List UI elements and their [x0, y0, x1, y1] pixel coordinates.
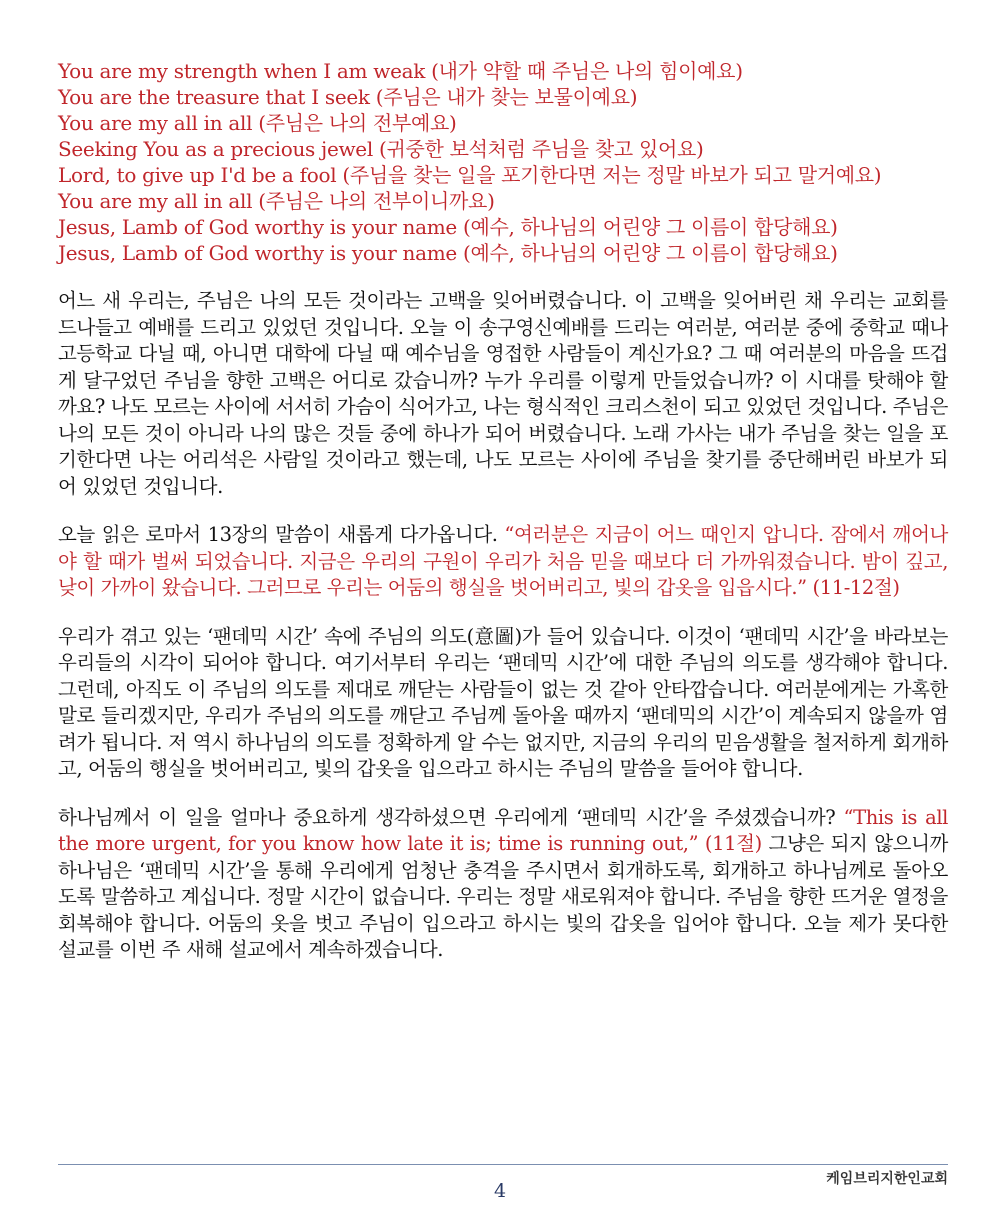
- paragraph-2-intro: 오늘 읽은 로마서 13장의 말씀이 새롭게 다가옵니다.: [58, 523, 505, 546]
- paragraph-4: [58, 805, 948, 964]
- paragraph-1: 어느 새 우리는, 주님은 나의 모든 것이라는 고백을 잊어버렸습니다. 이 고백을 잊어버린 채 우리는 교회를 드나들고 예배를 드리고 있었던 것입니다. 오늘 이 송구영신예배를 드리는 여러분, 여러분 중에 중학교 때나 고등학교 다닐 때, 아니면 대학에 다닐 때 예수님을 영접한 사람들이 계신가요? 그 때 여러분의 마음을 뜨겁게 달구었던 주님을 향한 고백은 어디로 갔습니까? 누가 우리를 이렇게 만들었습니까? 이 시대를 탓해야 할까요? 나도 모르는 사이에 서서히 가슴이 식어가고, 나는 형식적인 크리스천이 되고 있었던 것입니다. 주님은 나의 모든 것이 아니라 나의 많은 것들 중에 하나가 되어 버렸습니다. 노래 가사는 내가 주님을 찾는 일을 포기한다면 나는 어리석은 사람일 것이라고 했는데, 나도 모르는 사이에 주님을 찾기를 중단해버린 바보가 되어 있었던 것입니다.: [58, 289, 948, 498]
- footer-divider: [58, 1164, 948, 1165]
- scripture-quote: “여러분은 지금이 어느 때인지 압니다. 잠에서 깨어나야 할 때가 벌써 되었습니다. 지금은 우리의 구원이 우리가 처음 믿을 때보다 더 가까워졌습니다. 밤이 깊고, 낮이 가까이 왔습니다. 그러므로 우리는 어둠의 행실을 벗어버리고, 빛의 갑옷을 입읍시다.”: [58, 523, 948, 599]
- page-content: [58, 58, 948, 964]
- lyric-line: Jesus, Lamb of God worthy is your name (예수, 하나님의 어린양 그 이름이 합당해요): [58, 241, 838, 265]
- lyric-line: You are my all in all (주님은 나의 전부예요): [58, 111, 457, 135]
- paragraph-2: [58, 522, 948, 602]
- lyric-line: You are my strength when I am weak (내가 약할 때 주님은 나의 힘이예요): [58, 59, 743, 83]
- paragraph-4-rest: 그냥은 되지 않으니까 하나님은 ‘팬데믹 시간’을 통해 우리에게 엄청난 충격을 주시면서 회개하도록, 회개하고 하나님께로 돌아오도록 말씀하고 계십니다. 정말 시간이 없습니다. 우리는 정말 새로워져야 합니다. 주님을 향한 뜨거운 열정을 회복해야 합니다. 어둠의 옷을 벗고 주님이 입으라고 하시는 빛의 갑옷을 입어야 합니다. 오늘 제가 못다한 설교를 이번 주 새해 설교에서 계속하겠습니다.: [58, 832, 948, 961]
- lyric-line: You are my all in all (주님은 나의 전부이니까요): [58, 189, 495, 213]
- lyric-line: Jesus, Lamb of God worthy is your name (예수, 하나님의 어린양 그 이름이 합당해요): [58, 215, 838, 239]
- song-lyrics: [58, 58, 948, 266]
- scripture-reference: (11절): [698, 832, 762, 855]
- church-name: 케임브리지한인교회: [826, 1171, 948, 1187]
- page-number: 4: [493, 1180, 507, 1202]
- paragraph-3: 우리가 겪고 있는 ‘팬데믹 시간’ 속에 주님의 의도(意圖)가 들어 있습니다. 이것이 ‘팬데믹 시간’을 바라보는 우리들의 시각이 되어야 합니다. 여기서부터 우리는 ‘팬데믹 시간’에 대한 주님의 의도를 생각해야 합니다. 그런데, 아직도 이 주님의 의도를 제대로 깨닫는 사람들이 없는 것 같아 안타깝습니다. 여러분에게는 가혹한 말로 들리겠지만, 우리가 주님의 의도를 깨닫고 주님께 돌아올 때까지 ‘팬데믹의 시간’이 계속되지 않을까 염려가 됩니다. 저 역시 하나님의 의도를 정확하게 알 수는 없지만, 지금의 우리의 믿음생활을 철저하게 회개하고, 어둠의 행실을 벗어버리고, 빛의 갑옷을 입으라고 하시는 주님의 말씀을 들어야 합니다.: [58, 624, 948, 780]
- lyric-line: Lord, to give up I'd be a fool (주님을 찾는 일을 포기한다면 저는 정말 바보가 되고 말거예요): [58, 163, 882, 187]
- lyric-line: Seeking You as a precious jewel (귀중한 보석처럼 주님을 찾고 있어요): [58, 137, 704, 161]
- paragraph-4-intro: 하나님께서 이 일을 얼마나 중요하게 생각하셨으면 우리에게 ‘팬데믹 시간’을 주셨겠습니까?: [58, 805, 844, 829]
- scripture-quote-english: “This is all the more urgent, for you know how late it is; time is running out,”: [58, 805, 948, 855]
- lyric-line: You are the treasure that I seek (주님은 내가 찾는 보물이예요): [58, 85, 638, 109]
- scripture-reference: (11-12절): [806, 576, 900, 599]
